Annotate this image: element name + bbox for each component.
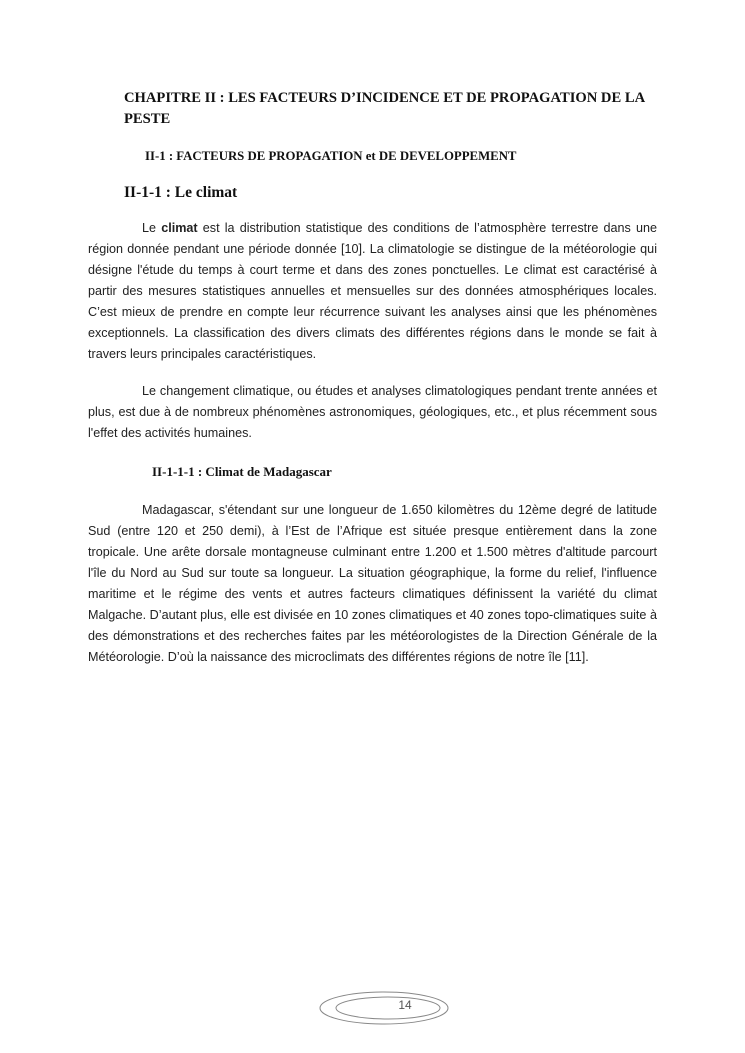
page-number-badge: [318, 990, 450, 1026]
section-title: II-1 : FACTEURS DE PROPAGATION et DE DEVELOPPEMENT: [145, 149, 517, 163]
bold-term: climat: [161, 221, 198, 235]
subsection-title: II-1-1 : Le climat: [124, 184, 238, 201]
paragraph-climat: [88, 218, 657, 365]
paragraph-madagascar: Madagascar, s'étendant sur une longueur de 1.650 kilomètres du 12ème degré de latitude Sud (entre 120 et 250 demi), à l’Est de l’Afrique est située presque entièrement dans la zone tropicale. Une arête dorsale montagneuse culminant entre 1.200 et 1.500 mètres d'altitude parcourt l'île du Nord au Sud sur toute sa longueur. La situation géographique, la forme du relief, l'influence maritime et le régime des vents et autres facteurs climatiques définissent la variété du climat Malgache. D’autant plus, elle est divisée en 10 zones climatiques et 40 zones topo-climatiques suite à des démonstrations et des recherches faites par les météorologistes de la Direction Générale de la Météorologie. D’où la naissance des microclimats des différentes régions de notre île [11].: [88, 503, 657, 664]
subsubsection-title: II-1-1-1 : Climat de Madagascar: [152, 464, 332, 479]
paragraph-text: Le: [142, 221, 162, 235]
page-number: 14: [398, 998, 412, 1012]
paragraph-text: est la distribution statistique des conditions de l’atmosphère terrestre dans une région donnée pendant une période donnée [10]. La climatologie se distingue de la météorologie qui désigne l'étude du temps à court terme et dans des zones ponctuelles. Le climat est caractérisé à partir des mesures statistiques annuelles et mensuelles sur des données atmosphériques locales. C’est mieux de prendre en compte leur récurrence suivant les analyses ainsi que les phénomènes exceptionnels. La classification des divers climats des différentes régions dans le monde se fait à travers leurs principales caractéristiques.: [88, 221, 657, 361]
paragraph-changement-climatique: Le changement climatique, ou études et analyses climatologiques pendant trente années et plus, est due à de nombreux phénomènes astronomiques, géologiques, etc., et plus récemment sous l'effet des activités humaines.: [88, 384, 657, 440]
chapter-title-line2: PESTE: [124, 111, 171, 127]
chapter-title: [124, 88, 645, 130]
chapter-title-line1: CHAPITRE II : LES FACTEURS D’INCIDENCE ET DE PROPAGATION DE LA: [124, 90, 646, 106]
